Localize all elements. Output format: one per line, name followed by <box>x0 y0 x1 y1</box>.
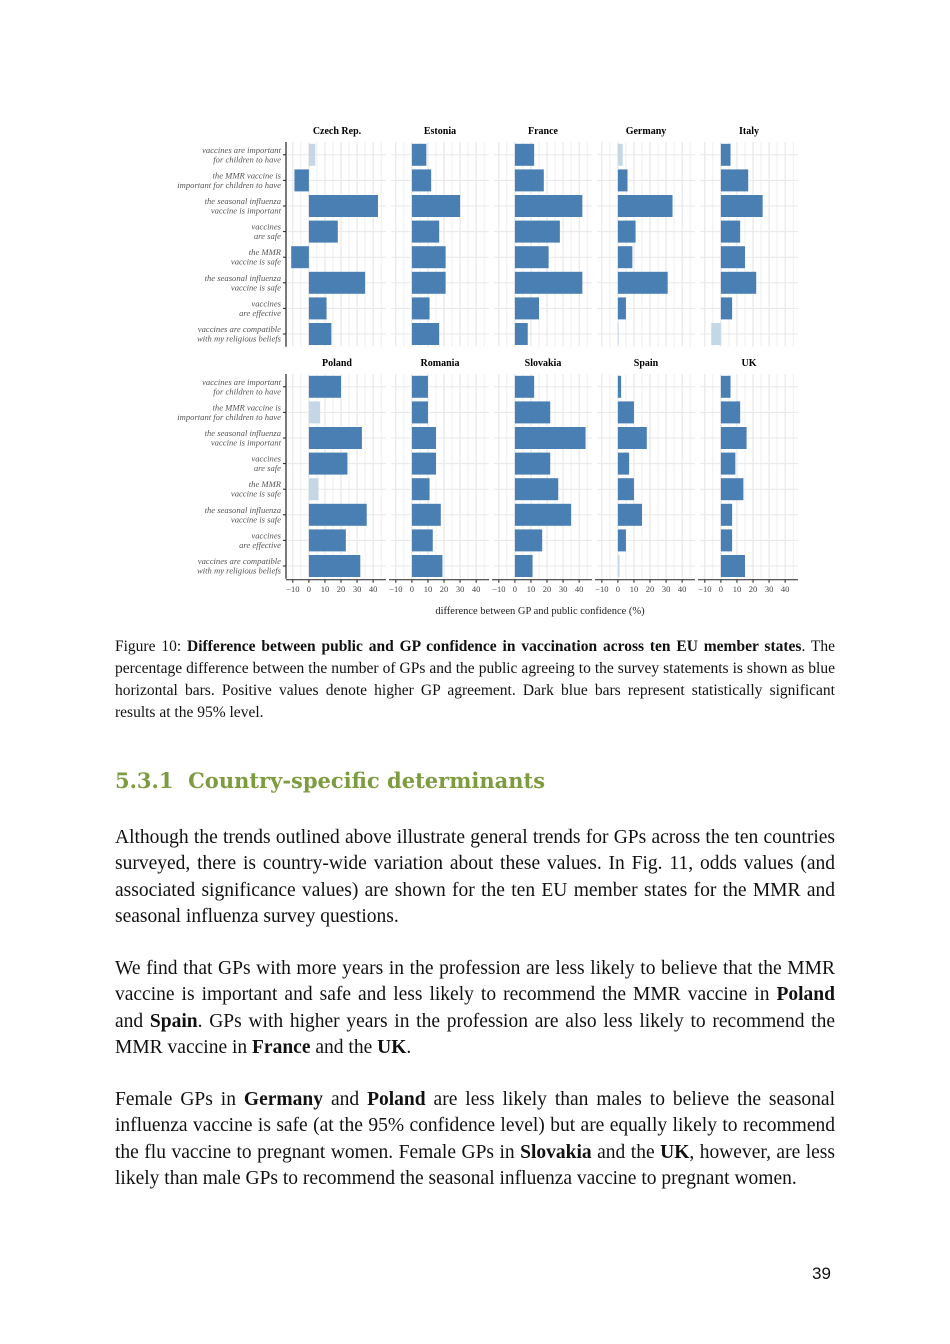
bar <box>618 272 668 294</box>
statement-label: vaccines are compatible <box>197 556 281 566</box>
x-tick-label: 0 <box>512 583 518 594</box>
x-tick-label: 0 <box>306 583 312 594</box>
bar <box>618 478 634 500</box>
bar <box>412 376 428 398</box>
statement-label: vaccine is safe <box>230 514 281 525</box>
x-tick-label: 20 <box>542 583 552 594</box>
bar <box>721 221 740 243</box>
bar <box>291 246 309 268</box>
statement-label: the MMR vaccine is <box>212 170 281 181</box>
bar <box>618 529 626 551</box>
bar <box>618 504 642 526</box>
panel-title: Spain <box>633 358 659 369</box>
statement-label: vaccine is important <box>210 205 281 216</box>
x-tick-label: 0 <box>409 583 415 594</box>
bar <box>721 376 731 398</box>
bar <box>309 195 378 217</box>
statement-label: are effective <box>239 539 281 550</box>
x-tick-label: 30 <box>661 583 671 594</box>
x-tick-label: 20 <box>336 583 346 594</box>
statement-label: the MMR <box>248 247 281 258</box>
bar <box>309 323 331 345</box>
bar <box>618 427 647 449</box>
statement-label: with my religious beliefs <box>197 565 281 576</box>
panel-title: Italy <box>739 126 759 137</box>
bar <box>412 504 441 526</box>
x-tick-label: 10 <box>423 583 433 594</box>
bar <box>412 478 430 500</box>
bar <box>721 144 731 166</box>
bar <box>618 323 619 345</box>
x-tick-label: 10 <box>732 583 742 594</box>
panel-title: Czech Rep. <box>312 126 362 137</box>
bar <box>309 221 338 243</box>
x-tick-label: 0 <box>615 583 621 594</box>
bar <box>721 401 740 423</box>
bar <box>309 529 346 551</box>
x-tick-label: 10 <box>526 583 536 594</box>
bar <box>412 555 443 577</box>
panel-title: France <box>528 126 558 137</box>
bar <box>515 246 549 268</box>
bar <box>412 144 426 166</box>
statement-label: are effective <box>239 307 281 318</box>
bar <box>515 401 550 423</box>
statement-label: with my religious beliefs <box>197 333 281 344</box>
statement-label: vaccines <box>251 298 281 309</box>
panel-title: Germany <box>625 126 667 137</box>
bar <box>721 555 745 577</box>
statement-label: the seasonal influenza <box>204 504 281 515</box>
caption-text: The percentage difference between the number of GPs and the public agreeing to the survey statements is shown as blue horizontal bars. Positive values denote higher GP agreement. Dark blue bars represent statistically significant results at the 95% level. <box>115 638 836 721</box>
x-tick-label: −10 <box>698 583 712 594</box>
x-tick-label: −10 <box>389 583 403 594</box>
bar <box>309 427 362 449</box>
panel-title: Romania <box>420 358 460 369</box>
bar <box>309 272 365 294</box>
x-tick-label: 40 <box>368 583 378 594</box>
bar <box>515 195 582 217</box>
x-tick-label: 30 <box>455 583 465 594</box>
statement-label: for children to have <box>213 154 281 165</box>
statement-label: the MMR <box>248 479 281 490</box>
x-tick-label: −10 <box>595 583 609 594</box>
bar <box>309 376 341 398</box>
figure-10-chart <box>0 0 950 630</box>
statement-label: the seasonal influenza <box>204 272 281 283</box>
bar <box>515 376 534 398</box>
statement-label: the seasonal influenza <box>204 196 281 206</box>
statement-label: vaccine is important <box>210 437 281 448</box>
bar <box>721 246 745 268</box>
bar <box>721 529 732 551</box>
bar <box>721 169 748 191</box>
bar <box>618 453 629 475</box>
bar <box>618 195 673 217</box>
paragraph-3: Female GPs in Germany and Poland are less likely than males to believe the seasonal influenza vaccine is safe (at the 95% confidence level) but are equally likely to recommend the flu vaccine to pregnant women. Female GPs in Slovakia and the UK, however, are less likely than male GPs to recommend the seasonal influenza vaccine to pregnant women. <box>115 1089 835 1189</box>
bar <box>721 478 743 500</box>
paragraph-2: We find that GPs with more years in the profession are less likely to believe that the MMR vaccine is important and safe and less likely to recommend the MMR vaccine in Poland and Spain. GPs with higher years in the profession are also less likely to recommend the MMR vaccine in France and the UK. <box>115 958 835 1058</box>
x-tick-label: 40 <box>574 583 584 594</box>
x-tick-label: 10 <box>320 583 330 594</box>
bar <box>515 529 542 551</box>
statement-label: vaccine is safe <box>230 488 281 499</box>
statement-label: important for children to have <box>177 179 281 190</box>
statement-label: for children to have <box>213 386 281 397</box>
bar <box>309 401 320 423</box>
page-number: 39 <box>812 1264 831 1283</box>
bar <box>309 453 348 475</box>
bar <box>618 169 628 191</box>
statement-label: vaccines <box>251 453 281 464</box>
bar <box>412 272 446 294</box>
x-tick-label: 20 <box>645 583 655 594</box>
bar <box>515 272 582 294</box>
x-axis-title: difference between GP and public confidence (%) <box>435 606 645 617</box>
bar <box>309 504 367 526</box>
bar <box>721 195 763 217</box>
bar <box>309 555 360 577</box>
paragraph-1: Although the trends outlined above illustrate general trends for GPs across the ten countries surveyed, there is country-wide variation about these values. In Fig. 11, odds values (and associated significance values) are shown for the ten EU member states for the MMR and seasonal influenza survey questions. <box>115 827 835 927</box>
bar <box>309 478 319 500</box>
x-tick-label: −10 <box>286 583 300 594</box>
bar <box>515 504 571 526</box>
x-tick-label: 30 <box>558 583 568 594</box>
caption-label: Figure 10: <box>115 638 187 655</box>
bar <box>618 221 636 243</box>
bar <box>721 272 756 294</box>
bar <box>412 195 460 217</box>
bar <box>721 504 732 526</box>
panel-title: Estonia <box>423 126 457 137</box>
bar <box>412 427 436 449</box>
bar <box>294 169 308 191</box>
bar <box>515 221 560 243</box>
bar <box>412 323 439 345</box>
bar <box>412 246 446 268</box>
x-tick-label: 40 <box>471 583 481 594</box>
bar <box>515 144 534 166</box>
section-heading <box>115 768 545 793</box>
figure-caption: Figure 10: Difference between public and GP confidence in vaccination across ten EU member states. The percentage difference between the number of GPs and the public agreeing to the survey statements is shown as blue horizontal bars. Positive values denote higher GP agreement. Dark blue bars represent statistically significant results at the 95% level. <box>115 638 836 721</box>
bar <box>618 246 632 268</box>
bar <box>618 297 626 319</box>
statement-label: the seasonal influenza <box>204 428 281 438</box>
x-tick-label: 20 <box>439 583 449 594</box>
x-tick-label: 40 <box>780 583 790 594</box>
statement-label: vaccines <box>251 530 281 541</box>
bar <box>721 453 735 475</box>
bar <box>721 297 732 319</box>
bar <box>309 144 315 166</box>
bar <box>412 529 433 551</box>
x-tick-label: 30 <box>764 583 774 594</box>
bar <box>515 478 558 500</box>
x-tick-label: −10 <box>492 583 506 594</box>
bar <box>618 376 621 398</box>
bar <box>515 323 528 345</box>
panel-title: Slovakia <box>524 358 562 369</box>
bar <box>309 297 327 319</box>
statement-label: vaccines <box>251 221 281 232</box>
statement-label: are safe <box>253 463 281 474</box>
x-tick-label: 0 <box>718 583 724 594</box>
bar <box>515 169 544 191</box>
statement-label: important for children to have <box>177 411 281 422</box>
panel-title: UK <box>741 358 757 369</box>
bar <box>618 401 634 423</box>
statement-label: vaccine is safe <box>230 256 281 267</box>
section-title: Country-specific determinants <box>188 768 546 793</box>
section-number: 5.3.1 <box>115 768 174 793</box>
bar <box>515 453 550 475</box>
statement-label: vaccines are important <box>202 376 281 387</box>
statement-label: vaccines are important <box>202 144 281 155</box>
x-tick-label: 20 <box>748 583 758 594</box>
bar <box>412 297 430 319</box>
bar <box>721 427 747 449</box>
x-tick-label: 40 <box>677 583 687 594</box>
bar <box>412 453 436 475</box>
bar <box>515 297 539 319</box>
x-tick-label: 10 <box>629 583 639 594</box>
x-tick-label: 30 <box>352 583 362 594</box>
statement-label: are safe <box>253 231 281 242</box>
caption-title: Difference between public and GP confidence in vaccination across ten EU member states <box>187 638 802 655</box>
bar <box>412 221 439 243</box>
bar <box>515 555 533 577</box>
bar <box>618 144 623 166</box>
bar <box>412 401 428 423</box>
bar <box>618 555 620 577</box>
statement-label: vaccines are compatible <box>197 324 281 334</box>
panel-title: Poland <box>321 358 353 369</box>
statement-label: the MMR vaccine is <box>212 402 281 413</box>
bar <box>515 427 586 449</box>
bar <box>412 169 431 191</box>
statement-label: vaccine is safe <box>230 282 281 293</box>
bar <box>711 323 721 345</box>
